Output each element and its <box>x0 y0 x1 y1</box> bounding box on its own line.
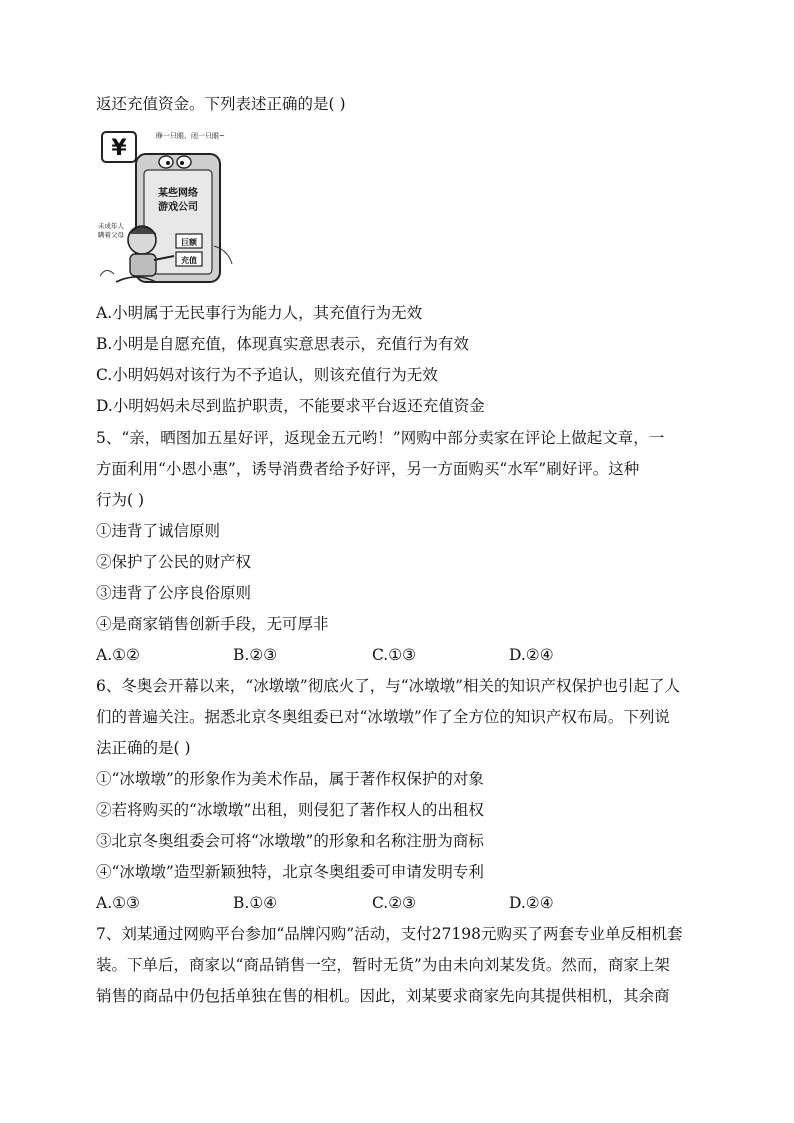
q4-stem-tail: 返还充值资金。下列表述正确的是( ) <box>96 95 346 113</box>
svg-text:充值: 充值 <box>181 256 197 265</box>
q4-option-d: D.小明妈妈未尽到监护职责，不能要求平台返还充值资金 <box>96 397 485 415</box>
q6-item-2: ②若将购买的“冰墩墩”出租，则侵犯了著作权人的出租权 <box>96 801 484 819</box>
q5-choice-c: C.①③ <box>372 646 417 664</box>
q6-item-1: ①“冰墩墩”的形象作为美术作品，属于著作权保护的对象 <box>96 770 484 788</box>
q5-stem-line-2: 方面利用“小恩小惠”，诱导消费者给予好评，另一方面购买“水军”刷好评。这种 <box>96 460 640 478</box>
q5-item-1: ①违背了诚信原则 <box>96 522 221 540</box>
q5-stem-line-3: 行为( ) <box>96 491 145 509</box>
side-label-2: 瞒着父母 <box>98 231 124 239</box>
q6-choice-d: D.②④ <box>509 894 554 912</box>
right-eye <box>177 156 191 168</box>
q4-option-c: C.小明妈妈对该行为不予追认，则该充值行为无效 <box>96 366 438 384</box>
q5-stem-line-1: 5、“亲，晒图加五星好评，返现金五元哟！”网购中部分卖家在评论上做起文章，一 <box>96 429 665 447</box>
q6-choice-c: C.②③ <box>372 894 417 912</box>
q5-choice-b: B.②③ <box>233 646 278 664</box>
phone-cartoon-illustration <box>96 126 246 288</box>
q6-choice-b: B.①④ <box>233 894 278 912</box>
q6-stem-line-2: 们的普遍关注。据悉北京冬奥组委已对“冰墩墩”作了全方位的知识产权布局。下列说 <box>96 708 670 726</box>
q5-choice-a: A.①② <box>96 646 140 664</box>
child-body <box>130 254 156 276</box>
side-label-1: 未成年人 <box>98 222 124 230</box>
q4-option-a: A.小明属于无民事行为能力人，其充值行为无效 <box>96 304 423 322</box>
yen-icon: ¥ <box>111 136 127 161</box>
screen-line-2: 游戏公司 <box>158 202 198 213</box>
q5-item-4: ④是商家销售创新手段，无可厚非 <box>96 615 329 633</box>
q6-item-4: ④“冰墩墩”造型新颖独特，北京冬奥组委可申请发明专利 <box>96 863 484 881</box>
left-eye <box>159 156 173 168</box>
q7-stem-line-2: 装。下单后，商家以“商品销售一空，暂时无货”为由未向刘某发货。然而，商家上架 <box>96 956 670 974</box>
q4-option-b: B.小明是自愿充值，体现真实意思表示，充值行为有效 <box>96 335 469 353</box>
q6-item-3: ③北京冬奥组委会可将“冰墩墩”的形象和名称注册为商标 <box>96 832 484 850</box>
speech-text: 睁一只眼、闭一只眼~ <box>156 132 225 140</box>
q5-choice-d: D.②④ <box>509 646 554 664</box>
q7-stem-line-3: 销售的商品中仍包括单独在售的相机。因此，刘某要求商家先向其提供相机，其余商 <box>96 987 670 1005</box>
q5-item-2: ②保护了公民的财产权 <box>96 553 252 571</box>
q6-stem-line-3: 法正确的是( ) <box>96 739 191 757</box>
q6-stem-line-1: 6、冬奥会开幕以来，“冰墩墩”彻底火了，与“冰墩墩”相关的知识产权保护也引起了人 <box>96 677 681 695</box>
q7-stem-line-1: 7、刘某通过网购平台参加“品牌闪购”活动，支付27198元购买了两套专业单反相机套 <box>96 925 683 943</box>
screen-line-1: 某些网络 <box>158 188 198 199</box>
svg-text:巨额: 巨额 <box>181 238 197 247</box>
q5-item-3: ③违背了公序良俗原则 <box>96 584 252 602</box>
q6-choice-a: A.①③ <box>96 894 140 912</box>
